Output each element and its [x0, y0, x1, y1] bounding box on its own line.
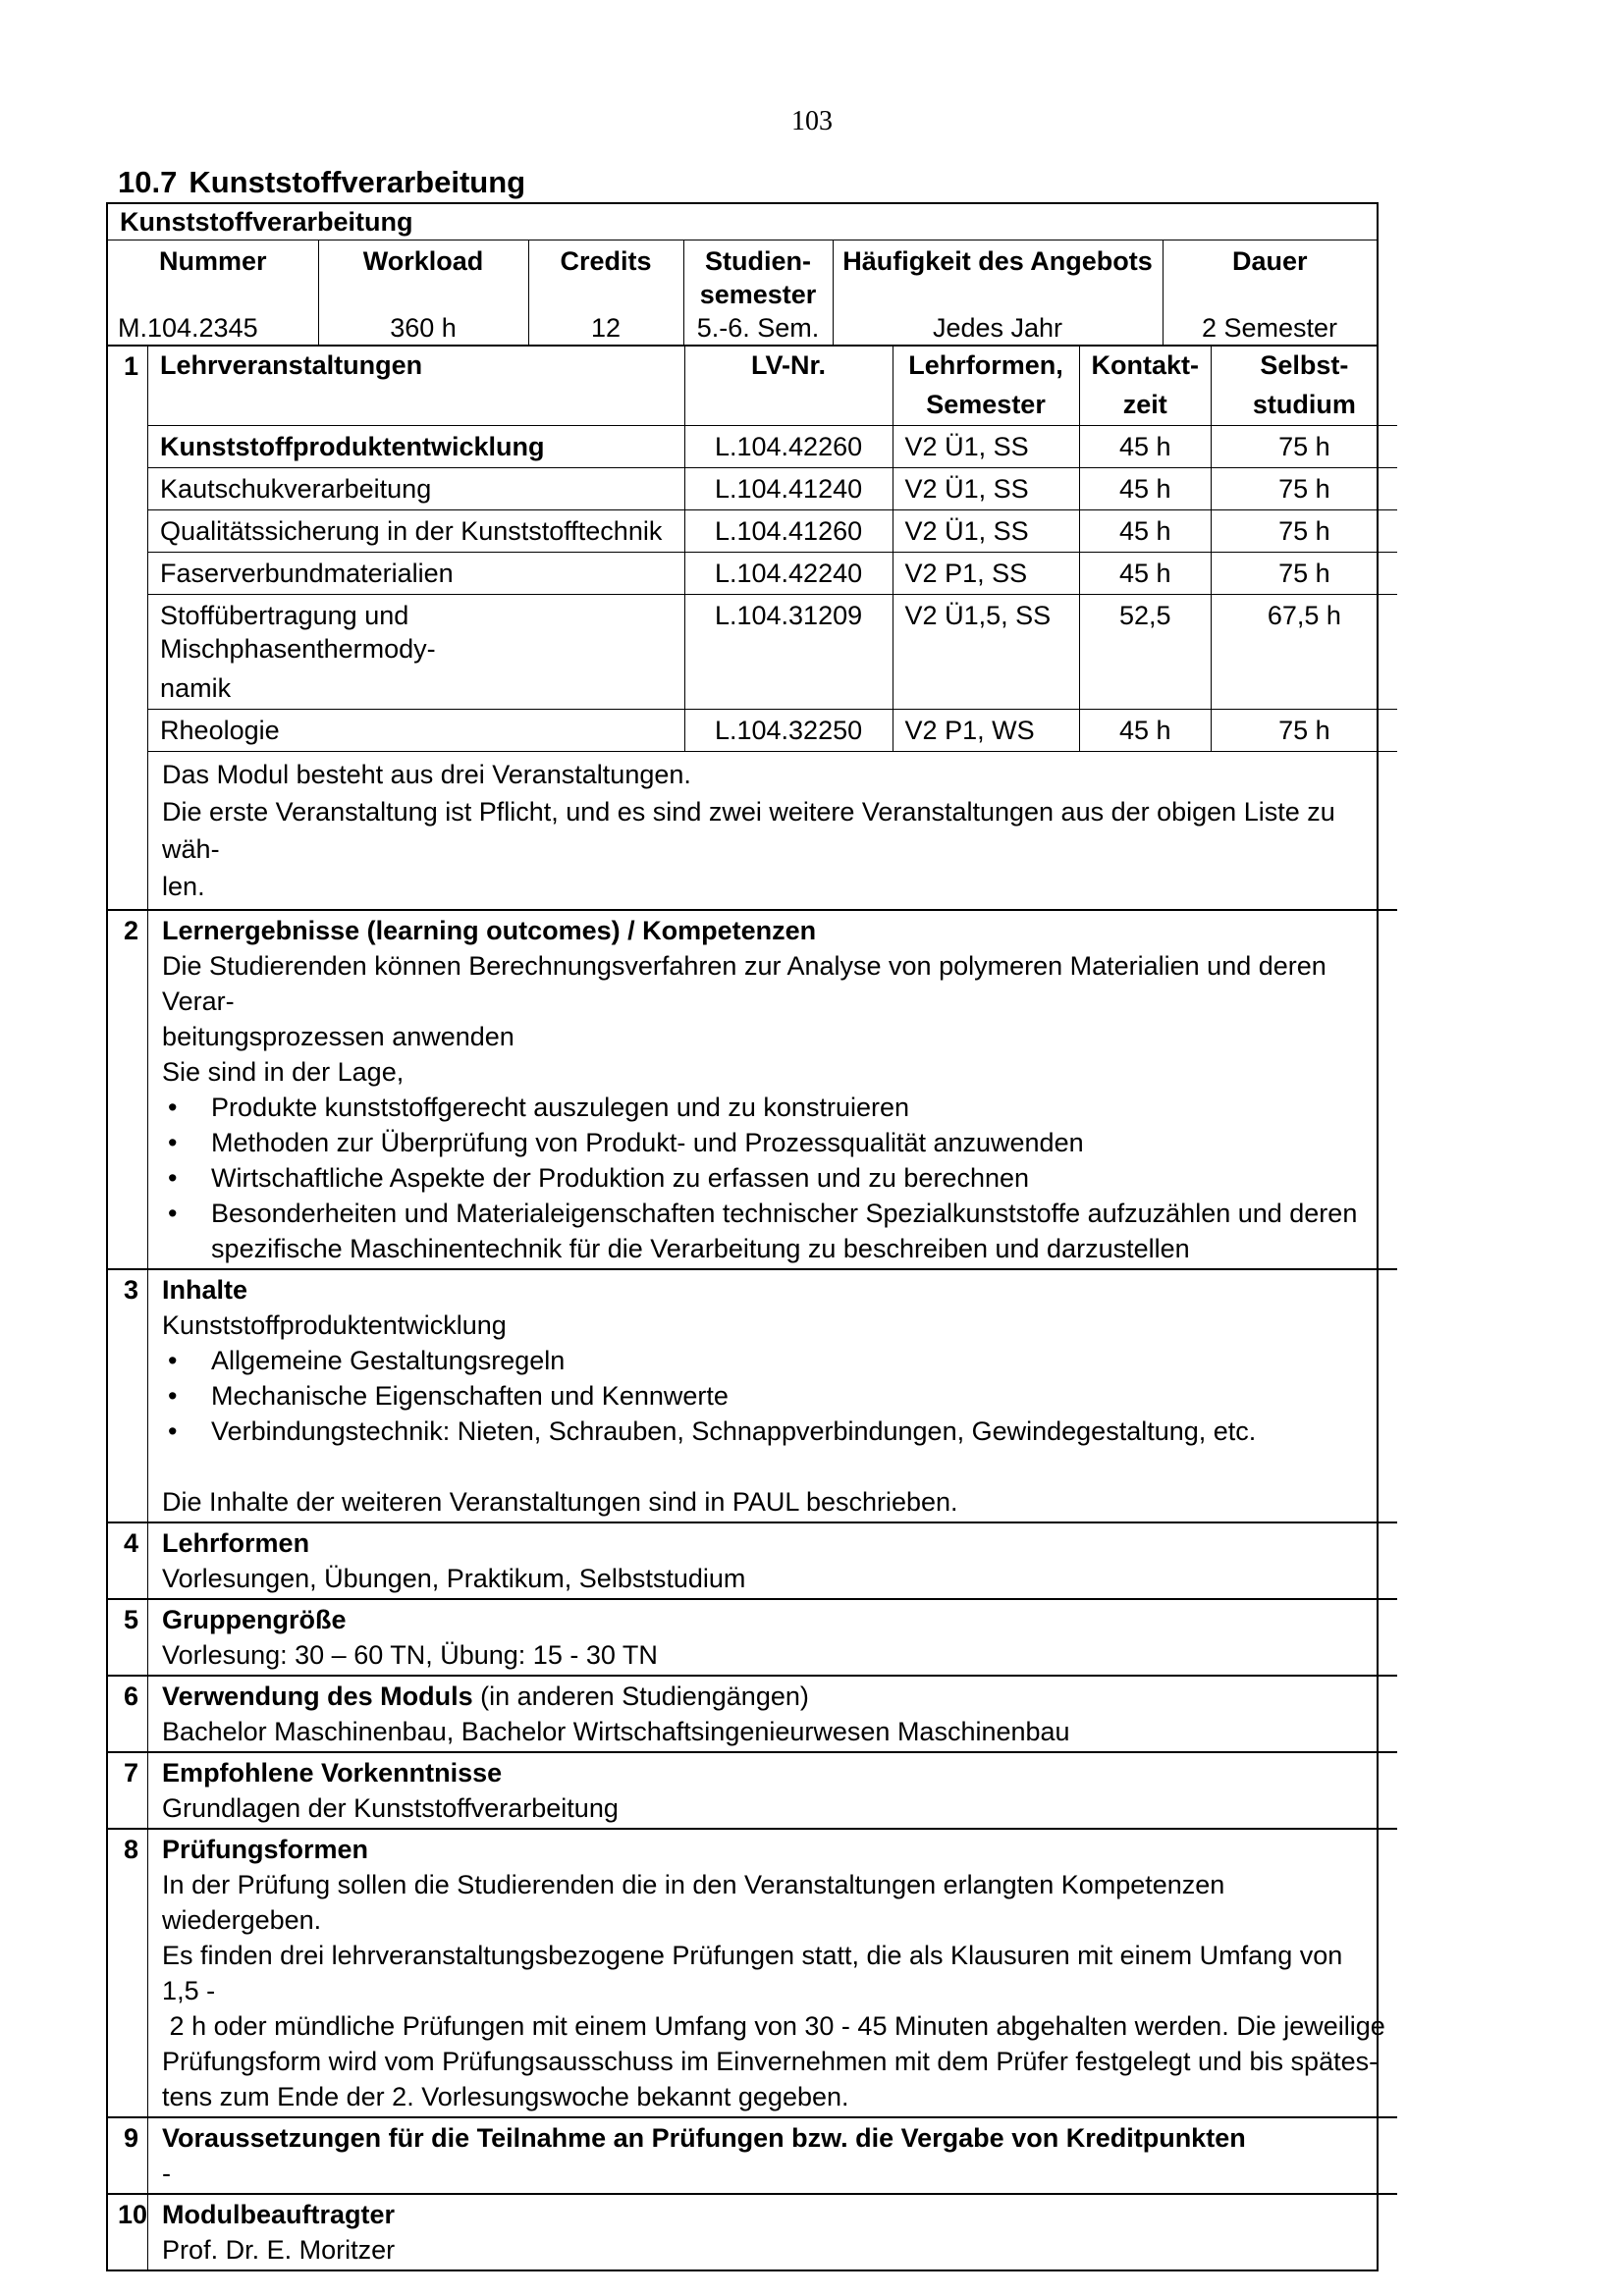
section-title: Lehrformen: [162, 1528, 310, 1558]
header-lvnr: LV-Nr.: [684, 347, 893, 426]
note-line: Das Modul besteht aus drei Veranstaltungen.: [162, 760, 691, 789]
module-note: [148, 752, 1397, 909]
course-form: V2 Ü1, SS: [893, 468, 1079, 510]
course-row: [148, 426, 1397, 468]
header-workload: Workload: [362, 246, 484, 276]
text-line: tens zum Ende der 2. Vorlesungswoche bekannt gegeben.: [162, 2082, 849, 2111]
col-credits: [528, 240, 683, 346]
course-selbst: 75 h: [1212, 553, 1397, 595]
text-line: Bachelor Maschinenbau, Bachelor Wirtschaftsingenieurwesen Maschinenbau: [162, 1717, 1070, 1746]
section-number: 6: [108, 1676, 148, 1752]
text-line: In der Prüfung sollen die Studierenden die in den Veranstaltungen erlangten Kompetenzen wiedergeben.: [162, 1870, 1225, 1935]
course-nr: L.104.42240: [684, 553, 893, 595]
courses-table: [148, 347, 1397, 752]
note-line: len.: [162, 872, 205, 901]
course-row: [148, 468, 1397, 510]
text-line: Vorlesung: 30 – 60 TN, Übung: 15 - 30 TN: [162, 1640, 658, 1670]
header-nummer: Nummer: [158, 246, 267, 276]
course-name: Kunststoffproduktentwicklung: [148, 426, 684, 468]
list-item: [162, 1196, 1385, 1266]
course-name-line-2: namik: [160, 673, 232, 703]
header-semester-2: semester: [699, 280, 817, 309]
value-semester: 5.-6. Sem.: [696, 313, 820, 343]
section-1: [108, 347, 1397, 910]
course-name: Kautschukverarbeitung: [148, 468, 684, 510]
header-kontakt-2: zeit: [1122, 390, 1167, 419]
course-name-line-1: Stoffübertragung und Mischphasenthermody-: [160, 601, 436, 664]
section-title: [162, 1679, 1385, 1714]
header-selbst-2: studium: [1252, 390, 1356, 419]
text-line: Prüfungsform wird vom Prüfungsausschuss im Einvernehmen mit dem Prüfer festgelegt und bis spätes-: [162, 2047, 1379, 2076]
course-form: V2 P1, SS: [893, 553, 1079, 595]
section-number: 7: [108, 1752, 148, 1829]
section-number: 1: [108, 347, 148, 910]
header-kontakt-1: Kontakt-: [1091, 350, 1200, 380]
section-number: 2: [108, 910, 148, 1269]
header-haeufigkeit: Häufigkeit des Angebots: [842, 246, 1153, 276]
course-kontakt: 45 h: [1079, 468, 1212, 510]
list-item: • Wirtschaftliche Aspekte der Produktion zu erfassen und zu berechnen: [162, 1160, 1385, 1196]
course-row: [148, 553, 1397, 595]
section-number: 10: [108, 2194, 148, 2269]
course-form: V2 Ü1,5, SS: [893, 595, 1079, 710]
section-title: Inhalte: [162, 1275, 248, 1305]
course-name: Rheologie: [148, 710, 684, 752]
list-item: • Methoden zur Überprüfung von Produkt- und Prozessqualität anzuwenden: [162, 1125, 1385, 1160]
section-9: [108, 2117, 1397, 2194]
section-number: 8: [108, 1829, 148, 2117]
course-name: Qualitätssicherung in der Kunststofftechnik: [148, 510, 684, 553]
list-item: • Allgemeine Gestaltungsregeln: [162, 1343, 1385, 1378]
header-dauer: Dauer: [1231, 246, 1308, 276]
section-8: [108, 1829, 1397, 2117]
header-selbst: [1212, 347, 1397, 426]
course-selbst: 75 h: [1212, 468, 1397, 510]
header-semester-1: Studien-: [705, 246, 811, 276]
value-nummer: M.104.2345: [118, 313, 258, 343]
value-workload: 360 h: [390, 313, 457, 343]
list-item: • Produkte kunststoffgerecht auszulegen und zu konstruieren: [162, 1090, 1385, 1125]
section-title: Modulbeauftragter: [162, 2200, 396, 2229]
outcomes-list: [162, 1090, 1385, 1266]
course-selbst: 75 h: [1212, 510, 1397, 553]
text-line: Prof. Dr. E. Moritzer: [162, 2235, 396, 2265]
text-line: Sie sind in der Lage,: [162, 1057, 405, 1087]
course-kontakt: 45 h: [1079, 710, 1212, 752]
section-title: Gruppengröße: [162, 1605, 347, 1634]
section-7: [108, 1752, 1397, 1829]
courses-header: [148, 347, 1397, 426]
course-form: V2 Ü1, SS: [893, 510, 1079, 553]
section-title-bold: Verwendung des Moduls: [162, 1682, 473, 1711]
course-name: Faserverbundmaterialien: [148, 553, 684, 595]
note-line: Die erste Veranstaltung ist Pflicht, und es sind zwei weitere Veranstaltungen aus der obigen Liste zu wäh-: [162, 797, 1335, 864]
course-form: V2 P1, WS: [893, 710, 1079, 752]
heading-title: Kunststoffverarbeitung: [189, 165, 526, 199]
header-selbst-1: Selbst-: [1260, 350, 1349, 380]
text-line: Grundlagen der Kunststoffverarbeitung: [162, 1793, 619, 1823]
header-lehrformen-1: Lehrformen,: [908, 350, 1063, 380]
header-kontakt: [1079, 347, 1212, 426]
course-selbst: 75 h: [1212, 426, 1397, 468]
course-form: V2 Ü1, SS: [893, 426, 1079, 468]
text-line: 2 h oder mündliche Prüfungen mit einem Umfang von 30 - 45 Minuten abgehalten werden. Die jeweilige: [162, 2011, 1385, 2041]
value-dauer: 2 Semester: [1201, 313, 1337, 343]
course-row: [148, 595, 1397, 710]
col-dauer: [1163, 240, 1377, 346]
text-line: -: [162, 2159, 172, 2188]
text-line: Die Inhalte der weiteren Veranstaltungen sind in PAUL beschrieben.: [162, 1487, 958, 1517]
page-number: 103: [791, 106, 833, 136]
value-credits: 12: [590, 313, 622, 343]
course-nr: L.104.32250: [684, 710, 893, 752]
list-item: • Mechanische Eigenschaften und Kennwerte: [162, 1378, 1385, 1414]
section-number: 5: [108, 1599, 148, 1676]
value-haeufigkeit: Jedes Jahr: [932, 313, 1063, 343]
col-semester: [683, 240, 833, 346]
section-5: [108, 1599, 1397, 1676]
text-line: Vorlesungen, Übungen, Praktikum, Selbststudium: [162, 1564, 746, 1593]
section-title: Prüfungsformen: [162, 1835, 369, 1864]
section-title: Voraussetzungen für die Teilnahme an Prüfungen bzw. die Vergabe von Kreditpunkten: [162, 2123, 1246, 2153]
course-nr: L.104.41260: [684, 510, 893, 553]
course-selbst: 75 h: [1212, 710, 1397, 752]
contents-list: [162, 1343, 1385, 1449]
list-item: • Verbindungstechnik: Nieten, Schrauben, Schnappverbindungen, Gewindegestaltung, etc.: [162, 1414, 1385, 1449]
text-line: Die Studierenden können Berechnungsverfahren zur Analyse von polymeren Materialien und deren Verar-: [162, 951, 1326, 1016]
section-number: 9: [108, 2117, 148, 2194]
section-heading: [118, 165, 525, 200]
course-nr: L.104.42260: [684, 426, 893, 468]
course-kontakt: 45 h: [1079, 510, 1212, 553]
course-selbst: 67,5 h: [1212, 595, 1397, 710]
section-number: 4: [108, 1522, 148, 1599]
list-item-line: spezifische Maschinentechnik für die Verarbeitung zu beschreiben und darzustellen: [211, 1234, 1190, 1263]
list-item-line: • Besonderheiten und Materialeigenschaften technischer Spezialkunststoffe aufzuzählen und deren: [211, 1199, 1358, 1228]
section-4: [108, 1522, 1397, 1599]
header-lehrformen: [893, 347, 1079, 426]
course-row: [148, 710, 1397, 752]
section-3: [108, 1269, 1397, 1522]
text-line: beitungsprozessen anwenden: [162, 1022, 514, 1051]
section-title: Empfohlene Vorkenntnisse: [162, 1758, 503, 1788]
header-lv: Lehrveranstaltungen: [148, 347, 684, 426]
heading-number: 10.7: [118, 165, 178, 199]
module-table: [106, 202, 1385, 2271]
header-lehrformen-2: Semester: [926, 390, 1046, 419]
course-name: [148, 595, 684, 710]
section-2: [108, 910, 1397, 1269]
course-kontakt: 52,5: [1079, 595, 1212, 710]
section-6: [108, 1676, 1397, 1752]
module-title: Kunststoffverarbeitung: [108, 204, 1377, 240]
header-credits: Credits: [560, 246, 652, 276]
course-nr: L.104.31209: [684, 595, 893, 710]
col-haeufigkeit: [833, 240, 1163, 346]
course-nr: L.104.41240: [684, 468, 893, 510]
section-title: Lernergebnisse (learning outcomes) / Kompetenzen: [162, 916, 817, 945]
module-info-table: [108, 240, 1377, 347]
course-kontakt: 45 h: [1079, 553, 1212, 595]
section-title-suffix: (in anderen Studiengängen): [472, 1682, 809, 1711]
col-workload: [318, 240, 528, 346]
course-kontakt: 45 h: [1079, 426, 1212, 468]
sections-table: [108, 347, 1397, 2269]
course-row: [148, 510, 1397, 553]
text-line: Es finden drei lehrveranstaltungsbezogene Prüfungen statt, die als Klausuren mit einem Umfang von 1,5 -: [162, 1941, 1343, 2005]
section-10: [108, 2194, 1397, 2269]
text-line: Kunststoffproduktentwicklung: [162, 1310, 507, 1340]
section-number: 3: [108, 1269, 148, 1522]
col-nummer: [108, 240, 318, 346]
